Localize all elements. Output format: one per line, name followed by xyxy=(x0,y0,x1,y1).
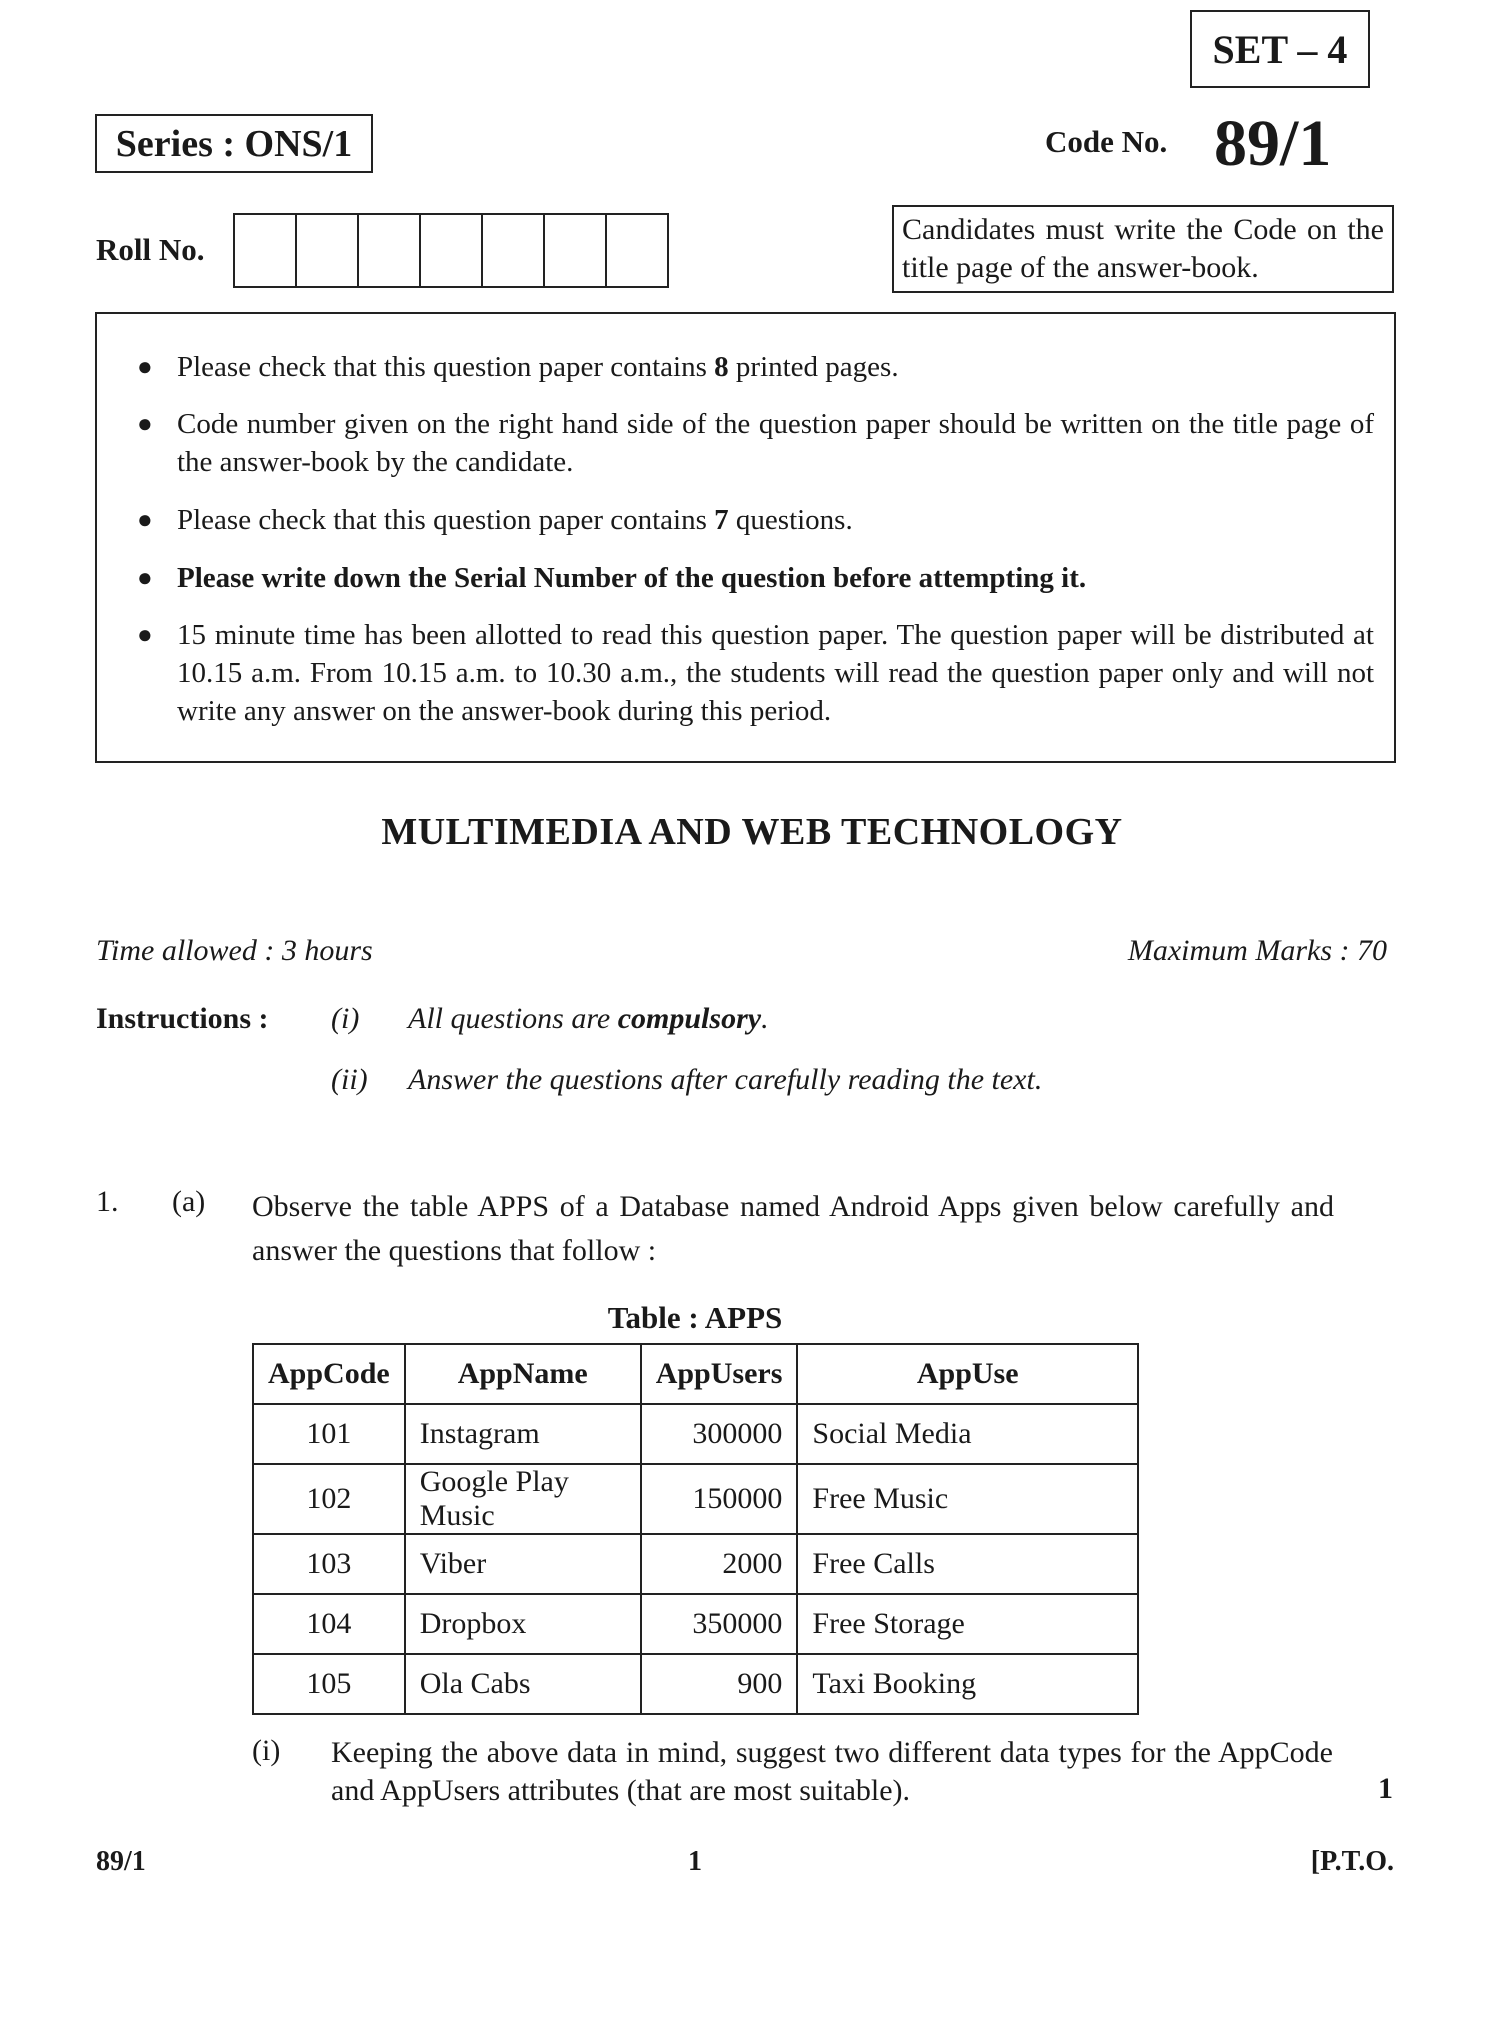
cell: 300000 xyxy=(641,1404,798,1464)
footer-pto: [P.T.O. xyxy=(1310,1846,1394,1877)
cell: Instagram xyxy=(405,1404,641,1464)
instruction-item xyxy=(137,501,1374,539)
cell: Ola Cabs xyxy=(405,1654,641,1714)
table-row xyxy=(253,1654,1138,1714)
bold-text: Please write down the Serial Number of the question before attempting it. xyxy=(177,562,1087,594)
question-text: Observe the table APPS of a Database named Android Apps given below carefully and answer the questions that follow : xyxy=(252,1190,1334,1267)
text: All questions are xyxy=(408,1002,618,1035)
roll-digit-box[interactable] xyxy=(481,213,545,288)
bullet-icon: ● xyxy=(137,409,153,438)
instructions-box xyxy=(95,312,1396,763)
table-row xyxy=(253,1464,1138,1534)
text: questions. xyxy=(728,504,853,536)
cell: Dropbox xyxy=(405,1594,641,1654)
cell: Free Calls xyxy=(797,1534,1138,1594)
instructions-label: Instructions : xyxy=(96,1002,269,1035)
instruction-number: (i) xyxy=(331,1002,360,1035)
code-value: 89/1 xyxy=(1214,107,1332,180)
roll-digit-box[interactable] xyxy=(357,213,421,288)
instruction-number: (ii) xyxy=(331,1063,368,1096)
cell: 350000 xyxy=(641,1594,798,1654)
roll-number-boxes[interactable] xyxy=(235,213,669,288)
cell: Google Play Music xyxy=(405,1464,641,1534)
bullet-icon: ● xyxy=(137,563,153,592)
instruction-item xyxy=(137,348,1374,386)
apps-table xyxy=(252,1343,1139,1715)
cell: 900 xyxy=(641,1654,798,1714)
cell: 102 xyxy=(253,1464,405,1534)
bold-text: compulsory xyxy=(617,1002,762,1035)
table-row xyxy=(253,1594,1138,1654)
text: . xyxy=(761,1002,769,1035)
text: Please check that this question paper contains xyxy=(177,351,715,383)
instruction-item xyxy=(137,405,1374,481)
cell: 2000 xyxy=(641,1534,798,1594)
instruction-text: Answer the questions after carefully reading the text. xyxy=(408,1063,1043,1096)
cell: Social Media xyxy=(797,1404,1138,1464)
table-header-row xyxy=(253,1344,1138,1404)
subquestion-marks: 1 xyxy=(1378,1772,1393,1805)
candidates-note: Candidates must write the Code on the title page of the answer-book. xyxy=(892,205,1394,293)
instruction-item xyxy=(137,559,1374,597)
cell: Free Music xyxy=(797,1464,1138,1534)
column-header: AppCode xyxy=(253,1344,405,1404)
table-row xyxy=(253,1404,1138,1464)
bold-text: 7 xyxy=(714,504,729,536)
column-header: AppUse xyxy=(797,1344,1138,1404)
cell: 103 xyxy=(253,1534,405,1594)
maximum-marks: Maximum Marks : 70 xyxy=(1127,934,1387,967)
subquestion-number: (i) xyxy=(252,1734,281,1767)
paper-title: MULTIMEDIA AND WEB TECHNOLOGY xyxy=(381,811,1123,853)
table-caption: Table : APPS xyxy=(607,1300,783,1335)
cell: 150000 xyxy=(641,1464,798,1534)
cell: Taxi Booking xyxy=(797,1654,1138,1714)
set-number: SET – 4 xyxy=(1190,10,1370,88)
bullet-icon: ● xyxy=(137,505,153,534)
roll-digit-box[interactable] xyxy=(543,213,607,288)
roll-digit-box[interactable] xyxy=(419,213,483,288)
roll-digit-box[interactable] xyxy=(605,213,669,288)
bold-text: 8 xyxy=(714,351,729,383)
subquestion-text: Keeping the above data in mind, suggest two different data types for the AppCode and AppUsers attributes (that are most suitable). xyxy=(331,1736,1333,1807)
footer-page-number: 1 xyxy=(688,1846,702,1877)
question-part: (a) xyxy=(172,1185,206,1218)
text: 15 minute time has been allotted to read this question paper. The question paper will be distributed at 10.15 a.m. From 10.15 a.m. to 10.30 a.m., the students will read the question paper only and will not write any answer on the answer-book during this period. xyxy=(177,619,1374,727)
roll-digit-box[interactable] xyxy=(295,213,359,288)
footer-code: 89/1 xyxy=(96,1846,146,1877)
text: Code number given on the right hand side of the question paper should be written on the title page of the answer-book by the candidate. xyxy=(177,408,1374,478)
roll-digit-box[interactable] xyxy=(233,213,297,288)
cell: 104 xyxy=(253,1594,405,1654)
cell: Free Storage xyxy=(797,1594,1138,1654)
roll-label: Roll No. xyxy=(96,232,205,267)
column-header: AppName xyxy=(405,1344,641,1404)
instruction-item xyxy=(137,616,1374,730)
series-label: Series : ONS/1 xyxy=(95,114,373,173)
bullet-icon: ● xyxy=(137,620,153,649)
text: printed pages. xyxy=(728,351,899,383)
cell: 105 xyxy=(253,1654,405,1714)
table-row xyxy=(253,1534,1138,1594)
instruction-text xyxy=(408,1002,769,1036)
column-header: AppUsers xyxy=(641,1344,798,1404)
cell: Viber xyxy=(405,1534,641,1594)
cell: 101 xyxy=(253,1404,405,1464)
time-allowed: Time allowed : 3 hours xyxy=(96,934,373,967)
text: Please check that this question paper contains xyxy=(177,504,715,536)
code-label: Code No. xyxy=(1045,124,1168,159)
question-number: 1. xyxy=(96,1185,119,1218)
bullet-icon: ● xyxy=(137,352,153,381)
